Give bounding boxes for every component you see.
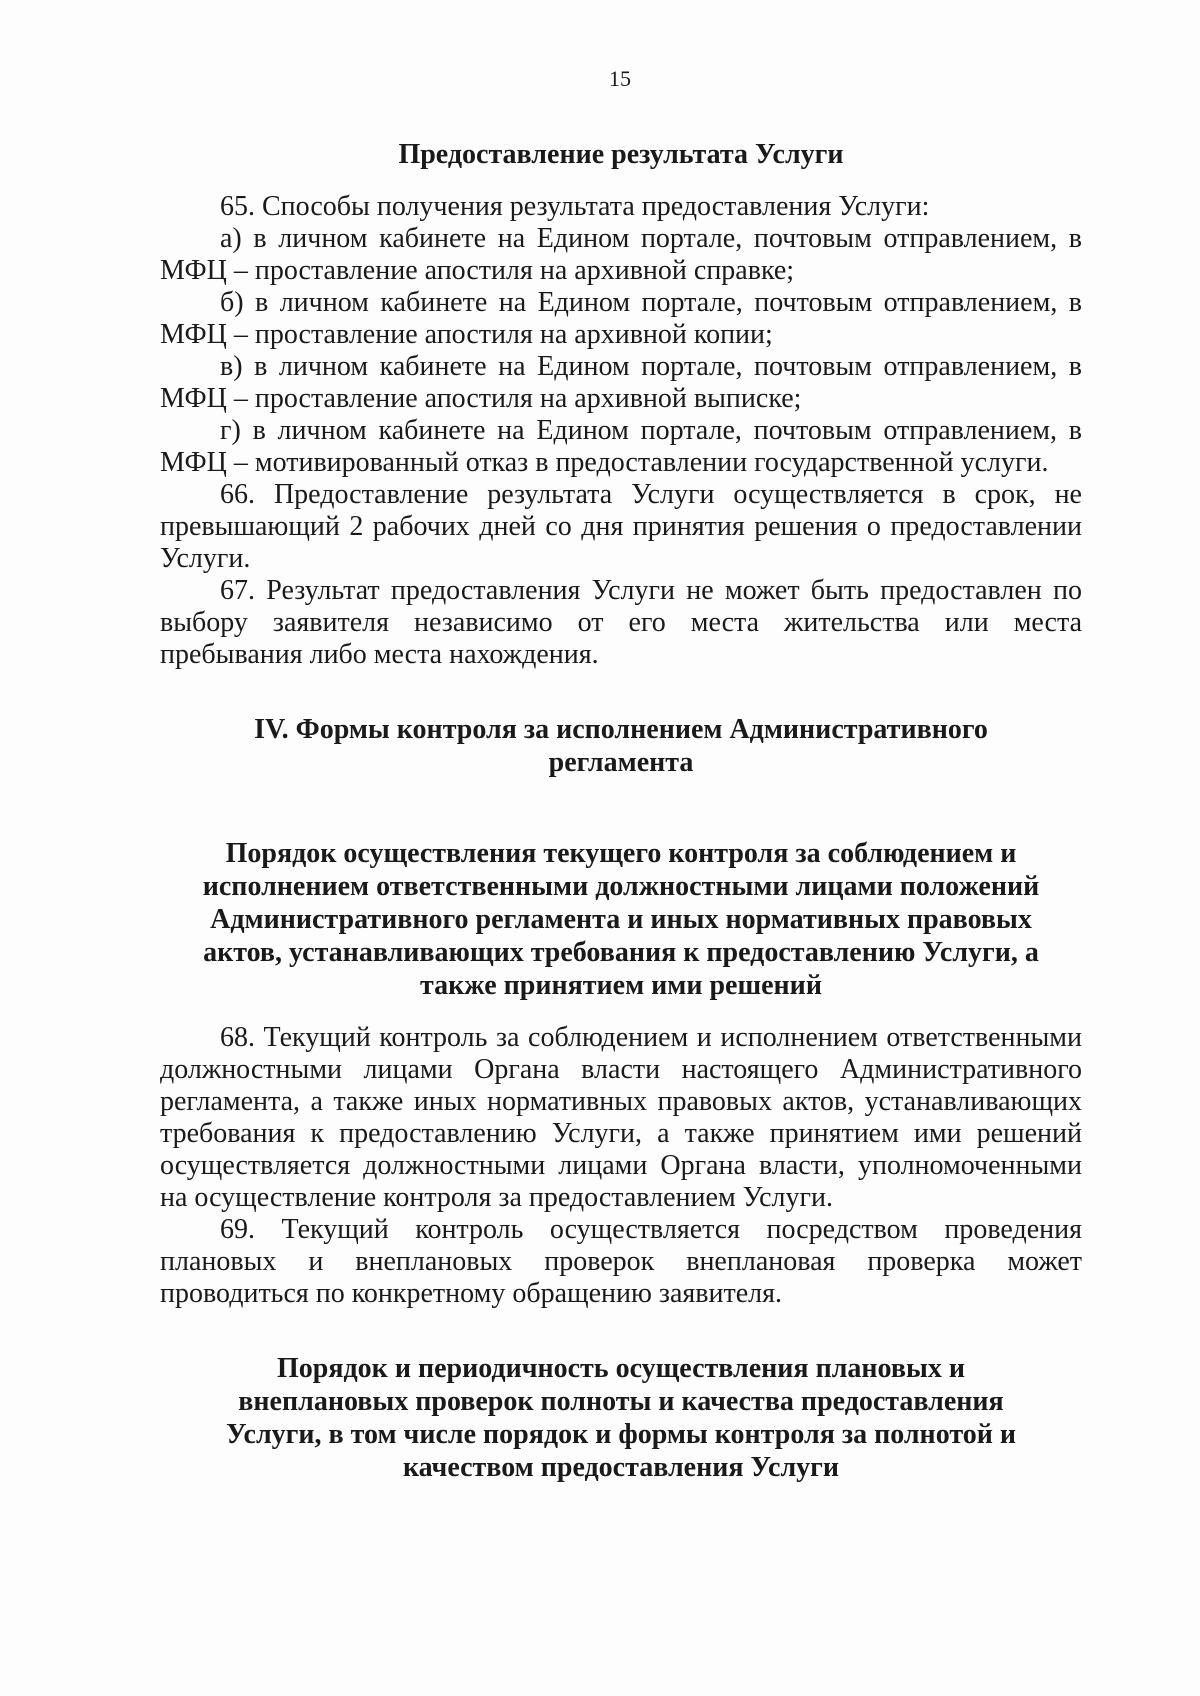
- list-item-b: б) в личном кабинете на Едином портале, почтовым отправлением, в МФЦ – проставление апостиля на архивной копии;: [160, 287, 1082, 350]
- paragraph-67: 67. Результат предоставления Услуги не может быть предоставлен по выбору заявителя независимо от его места жительства или места пребывания либо места нахождения.: [160, 575, 1082, 670]
- subsection-title-inspections: Порядок и периодичность осуществления плановых и внеплановых проверок полноты и качества предоставления Услуги, в том числе порядок и формы контроля за полнотой и качеством предоставления Услуги: [226, 1353, 1016, 1483]
- page-number: 15: [609, 66, 631, 91]
- paragraph-68: 68. Текущий контроль за соблюдением и исполнением ответственными должностными лицами Органа власти настоящего Административного регламента, а также иных нормативных правовых актов, устанавливающих требования к предоставлению Услуги, а также принятием ими решений осуществляется должностными лицами Органа власти, уполномоченными на осуществление контроля за предоставлением Услуги.: [160, 1022, 1082, 1213]
- subsection-title-current-control: Порядок осуществления текущего контроля за соблюдением и исполнением ответственными должностными лицами положений Административного регламента и иных нормативных правовых актов, устанавливающих требования к предоставлению Услуги, а также принятием ими решений: [202, 838, 1040, 1001]
- list-item-g: г) в личном кабинете на Едином портале, почтовым отправлением, в МФЦ – мотивированный отказ в предоставлении государственной услуги.: [160, 415, 1082, 478]
- paragraph-65: 65. Способы получения результата предоставления Услуги:: [220, 191, 930, 222]
- list-item-v: в) в личном кабинете на Едином портале, почтовым отправлением, в МФЦ – проставление апостиля на архивной выписке;: [160, 351, 1082, 414]
- list-item-a: а) в личном кабинете на Едином портале, почтовым отправлением, в МФЦ – проставление апостиля на архивной справке;: [160, 223, 1082, 286]
- section-title-result: Предоставление результата Услуги: [398, 139, 844, 170]
- section-title-control-forms: IV. Формы контроля за исполнением Административного регламента: [254, 714, 988, 778]
- page-content: [160, 138, 1082, 1484]
- paragraph-66: 66. Предоставление результата Услуги осуществляется в срок, не превышающий 2 рабочих дней со дня принятия решения о предоставлении Услуги.: [160, 479, 1082, 574]
- paragraph-69: 69. Текущий контроль осуществляется посредством проведения плановых и внеплановых проверок внеплановая проверка может проводиться по конкретному обращению заявителя.: [160, 1214, 1082, 1309]
